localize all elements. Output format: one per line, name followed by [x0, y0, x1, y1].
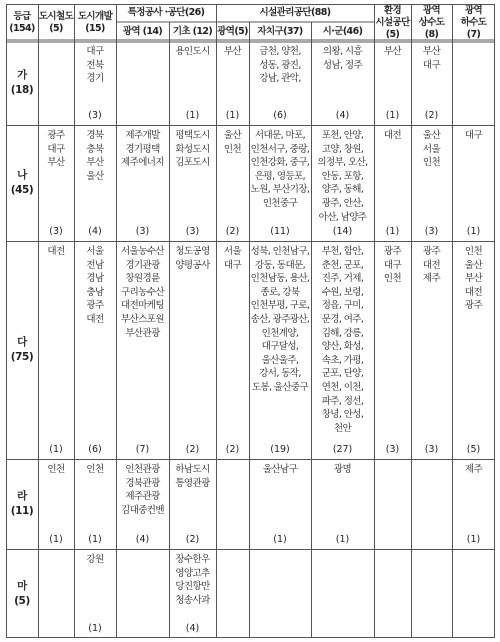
header-env-line: 시설공단 [375, 16, 410, 28]
cell-urban-dev-line: 대구 [86, 46, 104, 57]
cell-special-basic-line: 통영관광 [175, 477, 210, 489]
row-grade-label-line: (5) [14, 594, 30, 607]
cell-special-metro-line: 서울농수산 [121, 246, 164, 257]
row-grade-label-line: 라 [17, 490, 27, 502]
count-special-metro: (4) [135, 534, 150, 545]
header-special-basic-line: 기초 (12) [172, 25, 213, 37]
count-facility-metro: (2) [225, 444, 240, 455]
cell-urban-dev-line: 서울 [86, 246, 104, 257]
cell-urban-dev-line: 경남 [86, 273, 104, 285]
cell-facility-city-line: 천안 [333, 422, 352, 434]
cell-facility-city-line: 포천, 안양, [321, 130, 364, 141]
count-sewer: (5) [466, 444, 481, 455]
cell-special-metro-line: 제주에너지 [121, 157, 164, 169]
cell-facility-city-line: 양주, 동해, [321, 184, 364, 196]
count-metro-rail: (1) [49, 444, 63, 455]
count-env: (1) [385, 226, 400, 237]
count-special-basic: (1) [185, 110, 200, 121]
cell-special-metro-line: 창원경륜 [125, 273, 160, 285]
header-facility-group-line: 시설관리공단(88) [259, 7, 331, 18]
count-water: (3) [424, 444, 439, 455]
cell-sewer [453, 463, 494, 477]
count-facility-district: (19) [270, 444, 290, 455]
cell-facility-city [312, 129, 373, 224]
header-env [374, 5, 411, 41]
count-special-basic: (2) [185, 534, 200, 545]
header-water [411, 5, 452, 41]
cell-special-metro-line: 구리농수산 [121, 286, 164, 298]
count-env: (1) [385, 110, 400, 121]
cell-facility-city-line: 안동, 포항, [321, 170, 364, 182]
cell-metro-rail [39, 129, 73, 170]
count-facility-city: (1) [335, 534, 350, 545]
cell-env-line: 광주 [383, 246, 402, 257]
cell-facility-city-line: 의왕, 시흥 [322, 46, 363, 57]
cell-facility-city [312, 45, 373, 72]
cell-env [375, 129, 410, 143]
cell-env-line: 대구 [383, 259, 402, 271]
cell-water-line: 부산 [422, 46, 441, 57]
cell-facility-city-line: 김해, 강릉, [321, 327, 364, 339]
cell-facility-city-line: 연천, 이천, [321, 381, 364, 393]
cell-facility-district-line: 성북, 인천남구, [250, 246, 310, 257]
count-special-metro: (7) [135, 444, 150, 455]
cell-facility-metro-line: 울산 [223, 130, 242, 141]
cell-special-metro-line: 제주개발 [125, 130, 160, 141]
cell-facility-district-line: 서대문, 마포, [254, 130, 306, 141]
cell-urban-dev [75, 245, 115, 327]
cell-facility-district-line: 대구달성, [261, 341, 299, 353]
header-metro-rail-line: 도시철도 [38, 10, 74, 22]
cell-sewer-line: 인천 [464, 246, 483, 257]
header-water-line: (8) [424, 28, 439, 40]
count-water: (3) [424, 226, 439, 237]
count-urban-dev: (6) [88, 444, 102, 455]
cell-facility-city-line: 춘천, 군포, [321, 259, 364, 271]
cell-facility-city-line: 광주, 안산, [321, 197, 364, 209]
count-facility-district: (11) [270, 226, 290, 237]
cell-env-line: 부산 [383, 46, 402, 57]
cell-metro-rail-line: 부산 [47, 157, 65, 169]
cell-sewer-line: 울산 [464, 259, 483, 271]
count-metro-rail: (3) [49, 226, 63, 237]
cell-urban-dev-line: 강원 [86, 554, 104, 565]
cell-water-line: 인천 [422, 157, 441, 169]
header-special-group [116, 7, 216, 19]
row-grade-label [6, 68, 38, 98]
cell-facility-city-line: 속초, 가평, [321, 354, 364, 366]
cell-sewer [453, 245, 494, 313]
row-grade-label-line: (75) [10, 351, 34, 363]
cell-facility-district-line: 인천부평, 구로, [250, 300, 310, 312]
cell-special-basic-line: 청도공영 [175, 246, 210, 257]
cell-facility-district-line: 도봉, 울산중구 [251, 381, 309, 393]
count-urban-dev: (1) [88, 623, 102, 634]
cell-water [412, 45, 451, 72]
cell-facility-district-line: 노원, 부산기장, [250, 184, 310, 196]
cell-facility-metro-line: 부산 [223, 46, 242, 57]
cell-urban-dev-line: 전북 [86, 59, 104, 71]
cell-env-line: 인천 [383, 273, 402, 285]
cell-facility-district-line: 울산남구 [262, 464, 298, 475]
cell-facility-metro [217, 45, 248, 59]
count-facility-metro: (1) [225, 110, 240, 121]
header-urban-dev-line: 도시개발 [77, 10, 113, 22]
cell-urban-dev-line: 인천 [86, 464, 104, 475]
header-env-line: 환경 [383, 4, 402, 16]
count-sewer: (1) [466, 534, 481, 545]
cell-facility-district-line: 성동, 광진, [259, 59, 301, 71]
cell-facility-district-line: 인천중구 [262, 197, 298, 209]
cell-urban-dev [75, 129, 115, 183]
header-water-line: 광역 [422, 4, 441, 16]
grade-table [6, 4, 495, 638]
cell-urban-dev [75, 463, 115, 477]
header-facility-district [249, 26, 311, 38]
cell-special-metro-line: 부산스포원 [121, 313, 164, 325]
cell-facility-city [312, 463, 373, 477]
count-water: (2) [424, 110, 439, 121]
cell-special-metro-line: 경기관광 [125, 259, 160, 271]
cell-facility-metro [217, 129, 248, 156]
cell-special-metro [117, 129, 168, 170]
cell-metro-rail [39, 245, 73, 259]
cell-facility-metro-line: 대구 [223, 259, 242, 271]
cell-facility-district-line: 인천강화, 중구, [250, 157, 310, 169]
count-special-metro: (3) [135, 226, 150, 237]
count-urban-dev: (1) [88, 534, 102, 545]
row-grade-label [6, 168, 38, 198]
cell-special-basic-line: 양평공사 [175, 259, 210, 271]
cell-sewer-line: 제주 [464, 464, 483, 475]
count-special-basic: (2) [185, 444, 200, 455]
cell-facility-city-line: 아산, 남양주 [318, 211, 367, 223]
cell-env [375, 245, 410, 286]
cell-facility-district-line: 송산, 광주광산, [250, 313, 310, 325]
cell-facility-district [250, 245, 310, 395]
cell-facility-city-line: 양산, 화성, [321, 341, 364, 353]
cell-water [412, 245, 451, 286]
cell-facility-district-line: 은평, 영등포, [254, 170, 306, 182]
cell-urban-dev-line: 경기 [86, 73, 104, 85]
cell-special-basic [170, 245, 215, 272]
cell-facility-district-line: 강서, 동작, [259, 368, 301, 380]
cell-water-line: 대전 [422, 259, 441, 271]
cell-facility-city-line: 의정부, 오산, [317, 157, 368, 169]
count-env: (3) [385, 444, 400, 455]
header-facility-metro-line: 광역(5) [217, 25, 248, 37]
cell-facility-district-line: 인천서구, 중랑, [250, 143, 310, 155]
header-facility-city-line: 시·군(46) [322, 25, 363, 37]
cell-facility-metro-line: 서울 [223, 246, 242, 257]
count-urban-dev: (4) [88, 226, 102, 237]
cell-facility-city-line: 문경, 여주, [321, 313, 364, 325]
header-metro-rail-line: (5) [49, 22, 63, 34]
cell-facility-district [250, 129, 310, 211]
count-special-basic: (3) [185, 226, 200, 237]
cell-urban-dev [75, 45, 115, 86]
cell-facility-city-line: 파주, 정선, [321, 395, 364, 407]
cell-water-line: 대구 [422, 59, 441, 71]
cell-facility-district-line: 울산울주, [261, 354, 299, 366]
cell-urban-dev-line: 충남 [86, 286, 104, 298]
cell-special-basic-line: 당진항만 [175, 581, 210, 593]
cell-facility-city-line: 광명 [333, 464, 352, 475]
row-grade-label-line: (18) [10, 84, 34, 96]
header-grade-line: (154) [9, 22, 35, 34]
count-facility-city: (27) [332, 444, 353, 455]
count-facility-district: (1) [273, 534, 287, 545]
cell-sewer [453, 129, 494, 143]
row-grade-label [6, 335, 38, 365]
header-sewer [452, 5, 495, 41]
cell-special-metro-line: 경기평택 [125, 143, 160, 155]
row-grade-label-line: (11) [10, 505, 34, 517]
count-facility-district: (6) [273, 110, 287, 121]
cell-urban-dev-line: 대전 [86, 313, 104, 325]
header-urban-dev [74, 11, 116, 35]
cell-sewer-line: 대전 [464, 286, 483, 298]
cell-special-metro-line: 김대중컨벤 [121, 504, 164, 516]
cell-metro-rail-line: 대구 [47, 143, 65, 155]
cell-facility-city-line: 군포, 단양, [321, 368, 364, 380]
header-facility-metro [216, 26, 249, 38]
header-grade-line: 등급 [13, 10, 31, 22]
cell-special-metro-line: 대전마케팅 [121, 300, 164, 312]
cell-special-basic-line: 용인도시 [175, 46, 210, 57]
count-urban-dev: (3) [88, 110, 102, 121]
cell-special-basic-line: 청송사과 [175, 594, 210, 606]
cell-facility-district-line: 종로, 강북 [260, 286, 300, 298]
cell-special-basic [170, 45, 215, 59]
cell-special-metro-line: 인천관광 [125, 464, 160, 475]
cell-facility-metro [217, 245, 248, 272]
cell-facility-city-line: 진주, 거제, [321, 273, 364, 285]
cell-facility-city-line: 창녕, 안성, [321, 409, 364, 421]
header-urban-dev-line: (15) [85, 22, 105, 34]
cell-urban-dev-line: 경북 [86, 130, 104, 141]
cell-facility-city-line: 고양, 창원, [321, 143, 364, 155]
cell-special-basic [170, 553, 215, 607]
header-facility-city [311, 26, 374, 38]
row-grade-label-line: (45) [10, 184, 34, 196]
cell-facility-district [250, 45, 310, 86]
cell-facility-district-line: 인천계양, [261, 327, 299, 339]
cell-sewer-line: 부산 [464, 273, 483, 285]
cell-special-metro [117, 463, 168, 517]
header-special-metro-line: 광역 (14) [122, 25, 163, 37]
cell-metro-rail-line: 광주 [47, 130, 65, 141]
cell-urban-dev-line: 부산 [86, 157, 104, 169]
cell-env [375, 45, 410, 59]
cell-facility-district-line: 인천남동, 용산, [250, 273, 310, 285]
cell-special-basic [170, 129, 215, 170]
cell-facility-city-line: 정읍, 구미, [321, 300, 364, 312]
header-facility-district-line: 자치구(37) [257, 25, 303, 37]
cell-facility-city-line: 부천, 함안, [321, 246, 364, 257]
cell-special-metro-line: 부산관광 [125, 327, 160, 339]
cell-facility-metro-line: 인천 [223, 143, 242, 155]
cell-facility-district-line: 강남, 관악, [259, 73, 301, 85]
cell-water-line: 울산 [422, 130, 441, 141]
header-sewer-line: 광역 [464, 4, 483, 16]
cell-facility-district [250, 463, 310, 477]
cell-special-metro [117, 245, 168, 340]
cell-water-line: 제주 [422, 273, 441, 285]
header-water-line: 상수도 [418, 16, 445, 28]
header-metro-rail [38, 11, 74, 35]
header-sewer-line: 하수도 [460, 16, 487, 28]
cell-urban-dev-line: 울산 [86, 170, 104, 182]
cell-facility-district-line: 금천, 양천, [259, 46, 301, 57]
count-facility-city: (4) [335, 110, 350, 121]
cell-urban-dev-line: 광주 [86, 300, 104, 312]
header-special-basic [169, 26, 216, 38]
cell-sewer-line: 광주 [464, 300, 483, 312]
cell-metro-rail-line: 대전 [47, 246, 65, 257]
cell-water-line: 광주 [422, 246, 441, 257]
cell-sewer-line: 대구 [464, 130, 483, 141]
header-sewer-line: (7) [466, 28, 481, 40]
cell-metro-rail [39, 463, 73, 477]
cell-urban-dev [75, 553, 115, 567]
cell-special-metro-line: 제주관광 [125, 491, 160, 503]
cell-special-basic-line: 평택도시 [175, 130, 210, 141]
row-grade-label-line: 마 [17, 579, 27, 592]
row-grade-label-line: 다 [17, 336, 27, 348]
cell-urban-dev-line: 전남 [86, 259, 104, 271]
count-special-basic: (4) [185, 623, 200, 634]
cell-special-metro-line: 경북관광 [125, 477, 160, 489]
cell-facility-city-line: 성남, 정주 [322, 59, 363, 71]
cell-special-basic-line: 하남도시 [175, 464, 210, 475]
cell-facility-city [312, 245, 373, 435]
header-facility-group [216, 7, 374, 19]
cell-special-basic-line: 김포도시 [175, 157, 210, 169]
count-sewer: (1) [466, 226, 481, 237]
cell-water-line: 서울 [422, 143, 441, 155]
cell-facility-city-line: 수원, 보령, [321, 286, 364, 298]
count-metro-rail: (1) [49, 534, 63, 545]
cell-water [412, 129, 451, 170]
row-grade-label-line: 가 [17, 69, 27, 81]
cell-urban-dev-line: 충북 [86, 143, 104, 155]
cell-special-basic-line: 장수한우 [175, 554, 210, 565]
count-facility-city: (14) [332, 226, 353, 237]
cell-metro-rail-line: 인천 [47, 464, 65, 475]
count-facility-metro: (2) [225, 226, 240, 237]
cell-facility-district-line: 강동, 동대문, [254, 259, 306, 271]
header-special-group-line: 특정공사 ·공단(26) [127, 7, 205, 18]
cell-special-basic [170, 463, 215, 490]
row-grade-label [6, 579, 38, 609]
header-env-line: (5) [385, 28, 400, 40]
header-grade [6, 11, 38, 35]
cell-special-basic-line: 영양고추 [175, 567, 210, 579]
row-grade-label [6, 489, 38, 519]
row-grade-label-line: 나 [17, 169, 27, 181]
header-special-metro [116, 26, 169, 38]
cell-special-basic-line: 화성도시 [175, 143, 210, 155]
cell-env-line: 대전 [383, 130, 402, 141]
